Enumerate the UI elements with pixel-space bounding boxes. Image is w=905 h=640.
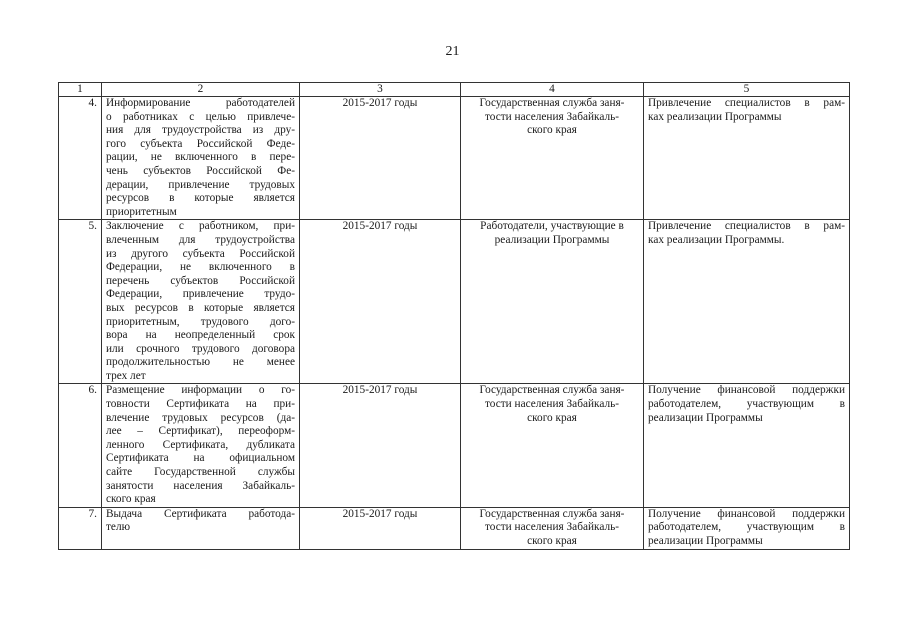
column-header: 2 — [102, 83, 300, 97]
measure-description-line: о работниках с целью привлече- — [106, 110, 295, 123]
table-row — [59, 384, 850, 507]
measure-description-line: чень субъектов Российской Фе- — [106, 164, 295, 177]
measure-description-line: ского края — [106, 493, 156, 506]
expected-result-line: реализации Программы — [648, 411, 763, 424]
row-number: 7. — [59, 507, 102, 549]
measure-description-line: трех лет — [106, 369, 146, 382]
expected-result — [644, 507, 850, 549]
measure-description-line: товности Сертификата на при- — [106, 398, 295, 411]
measure-description-line: Выдача Сертификата работода- — [106, 507, 295, 520]
column-header: 4 — [461, 83, 644, 97]
column-header: 1 — [59, 83, 102, 97]
page-number: 21 — [445, 44, 460, 59]
expected-result — [644, 384, 850, 507]
measure-description — [102, 220, 300, 384]
measure-description-line: лее – Сертификат), переоформ- — [106, 425, 295, 438]
expected-result-line: Привлечение специалистов в рам- — [648, 220, 845, 233]
measure-description-line: телю — [106, 521, 131, 534]
responsible-executor-line: ского края — [527, 124, 577, 137]
responsible-executor-line: ского края — [527, 535, 577, 547]
responsible-executor — [461, 220, 644, 384]
table-row — [59, 220, 850, 384]
measure-description — [102, 507, 300, 549]
measure-description-line: ния для трудоустройства из дру- — [106, 124, 295, 137]
measure-description-line: влечение трудовых ресурсов (да- — [106, 411, 295, 424]
measure-description-line: вых ресурсов в которые является — [106, 301, 295, 314]
program-measures-table — [58, 82, 850, 550]
column-header: 3 — [300, 83, 461, 97]
responsible-executor-line: Работодатели, участвующие в — [480, 220, 624, 233]
row-number: 5. — [59, 220, 102, 384]
measure-description-line: продолжительностью не менее — [106, 356, 295, 369]
expected-result-line: Привлечение специалистов в рам- — [648, 97, 845, 109]
measure-description-line: Размещение информации о го- — [106, 384, 295, 397]
measure-description-line: ресурсов в которые является — [106, 192, 295, 205]
measure-description-line: из другого субъекта Российской — [106, 247, 295, 260]
measure-description-line: Заключение с работником, при- — [106, 220, 295, 233]
responsible-executor-line: Государственная служба заня- — [479, 384, 625, 397]
measure-description-line: Федерации, привлечение трудо- — [106, 288, 295, 301]
responsible-executor-line: тости населения Забайкаль- — [485, 521, 619, 534]
expected-result-line: работодателем, участвующим в — [648, 398, 845, 411]
implementation-period: 2015-2017 годы — [300, 384, 461, 507]
responsible-executor-line: Государственная служба заня- — [479, 507, 625, 520]
table-header-row — [59, 83, 850, 97]
expected-result-line: Получение финансовой поддержки — [648, 507, 845, 520]
measure-description-line: сайте Государственной службы — [106, 466, 295, 479]
measure-description-line: ленного Сертификата, дубликата — [106, 438, 295, 451]
expected-result-line: ках реализации Программы. — [648, 233, 785, 246]
measure-description-line: рации, не включенного в пере- — [106, 151, 295, 164]
measure-description-line: приоритетным — [106, 205, 177, 218]
measure-description-line: вора на неопределенный срок — [106, 329, 295, 342]
responsible-executor-line: тости населения Забайкаль- — [485, 398, 619, 411]
measure-description-line: или срочного трудового договора — [106, 342, 295, 355]
measure-description-line: Федерации, не включенного в — [106, 261, 295, 274]
expected-result — [644, 97, 850, 220]
implementation-period: 2015-2017 годы — [300, 97, 461, 220]
expected-result-line: работодателем, участвующим в — [648, 521, 845, 534]
measure-description — [102, 97, 300, 220]
measure-description-line: приоритетным, трудового дого- — [106, 315, 295, 328]
expected-result — [644, 220, 850, 384]
expected-result-line: реализации Программы — [648, 535, 763, 547]
row-number: 4. — [59, 97, 102, 220]
table-row — [59, 97, 850, 220]
responsible-executor — [461, 97, 644, 220]
responsible-executor-line: Государственная служба заня- — [479, 97, 625, 109]
measure-description-line: дерации, привлечение трудовых — [106, 178, 295, 191]
measure-description-line: занятости населения Забайкаль- — [106, 479, 295, 492]
measure-description — [102, 384, 300, 507]
implementation-period: 2015-2017 годы — [300, 220, 461, 384]
column-header: 5 — [644, 83, 850, 97]
table-row — [59, 507, 850, 549]
responsible-executor — [461, 384, 644, 507]
measure-description-line: Информирование работодателей — [106, 97, 295, 109]
expected-result-line: Получение финансовой поддержки — [648, 384, 845, 397]
responsible-executor-line: тости населения Забайкаль- — [485, 110, 619, 123]
row-number: 6. — [59, 384, 102, 507]
implementation-period: 2015-2017 годы — [300, 507, 461, 549]
measure-description-line: перечень субъектов Российской — [106, 274, 295, 287]
measure-description-line: гого субъекта Российской Феде- — [106, 137, 295, 150]
responsible-executor-line: реализации Программы — [494, 233, 610, 246]
expected-result-line: ках реализации Программы — [648, 110, 782, 123]
responsible-executor — [461, 507, 644, 549]
measure-description-line: влеченным для трудоустройства — [106, 233, 295, 246]
measure-description-line: Сертификата на официальном — [106, 452, 295, 465]
responsible-executor-line: ского края — [527, 411, 577, 424]
